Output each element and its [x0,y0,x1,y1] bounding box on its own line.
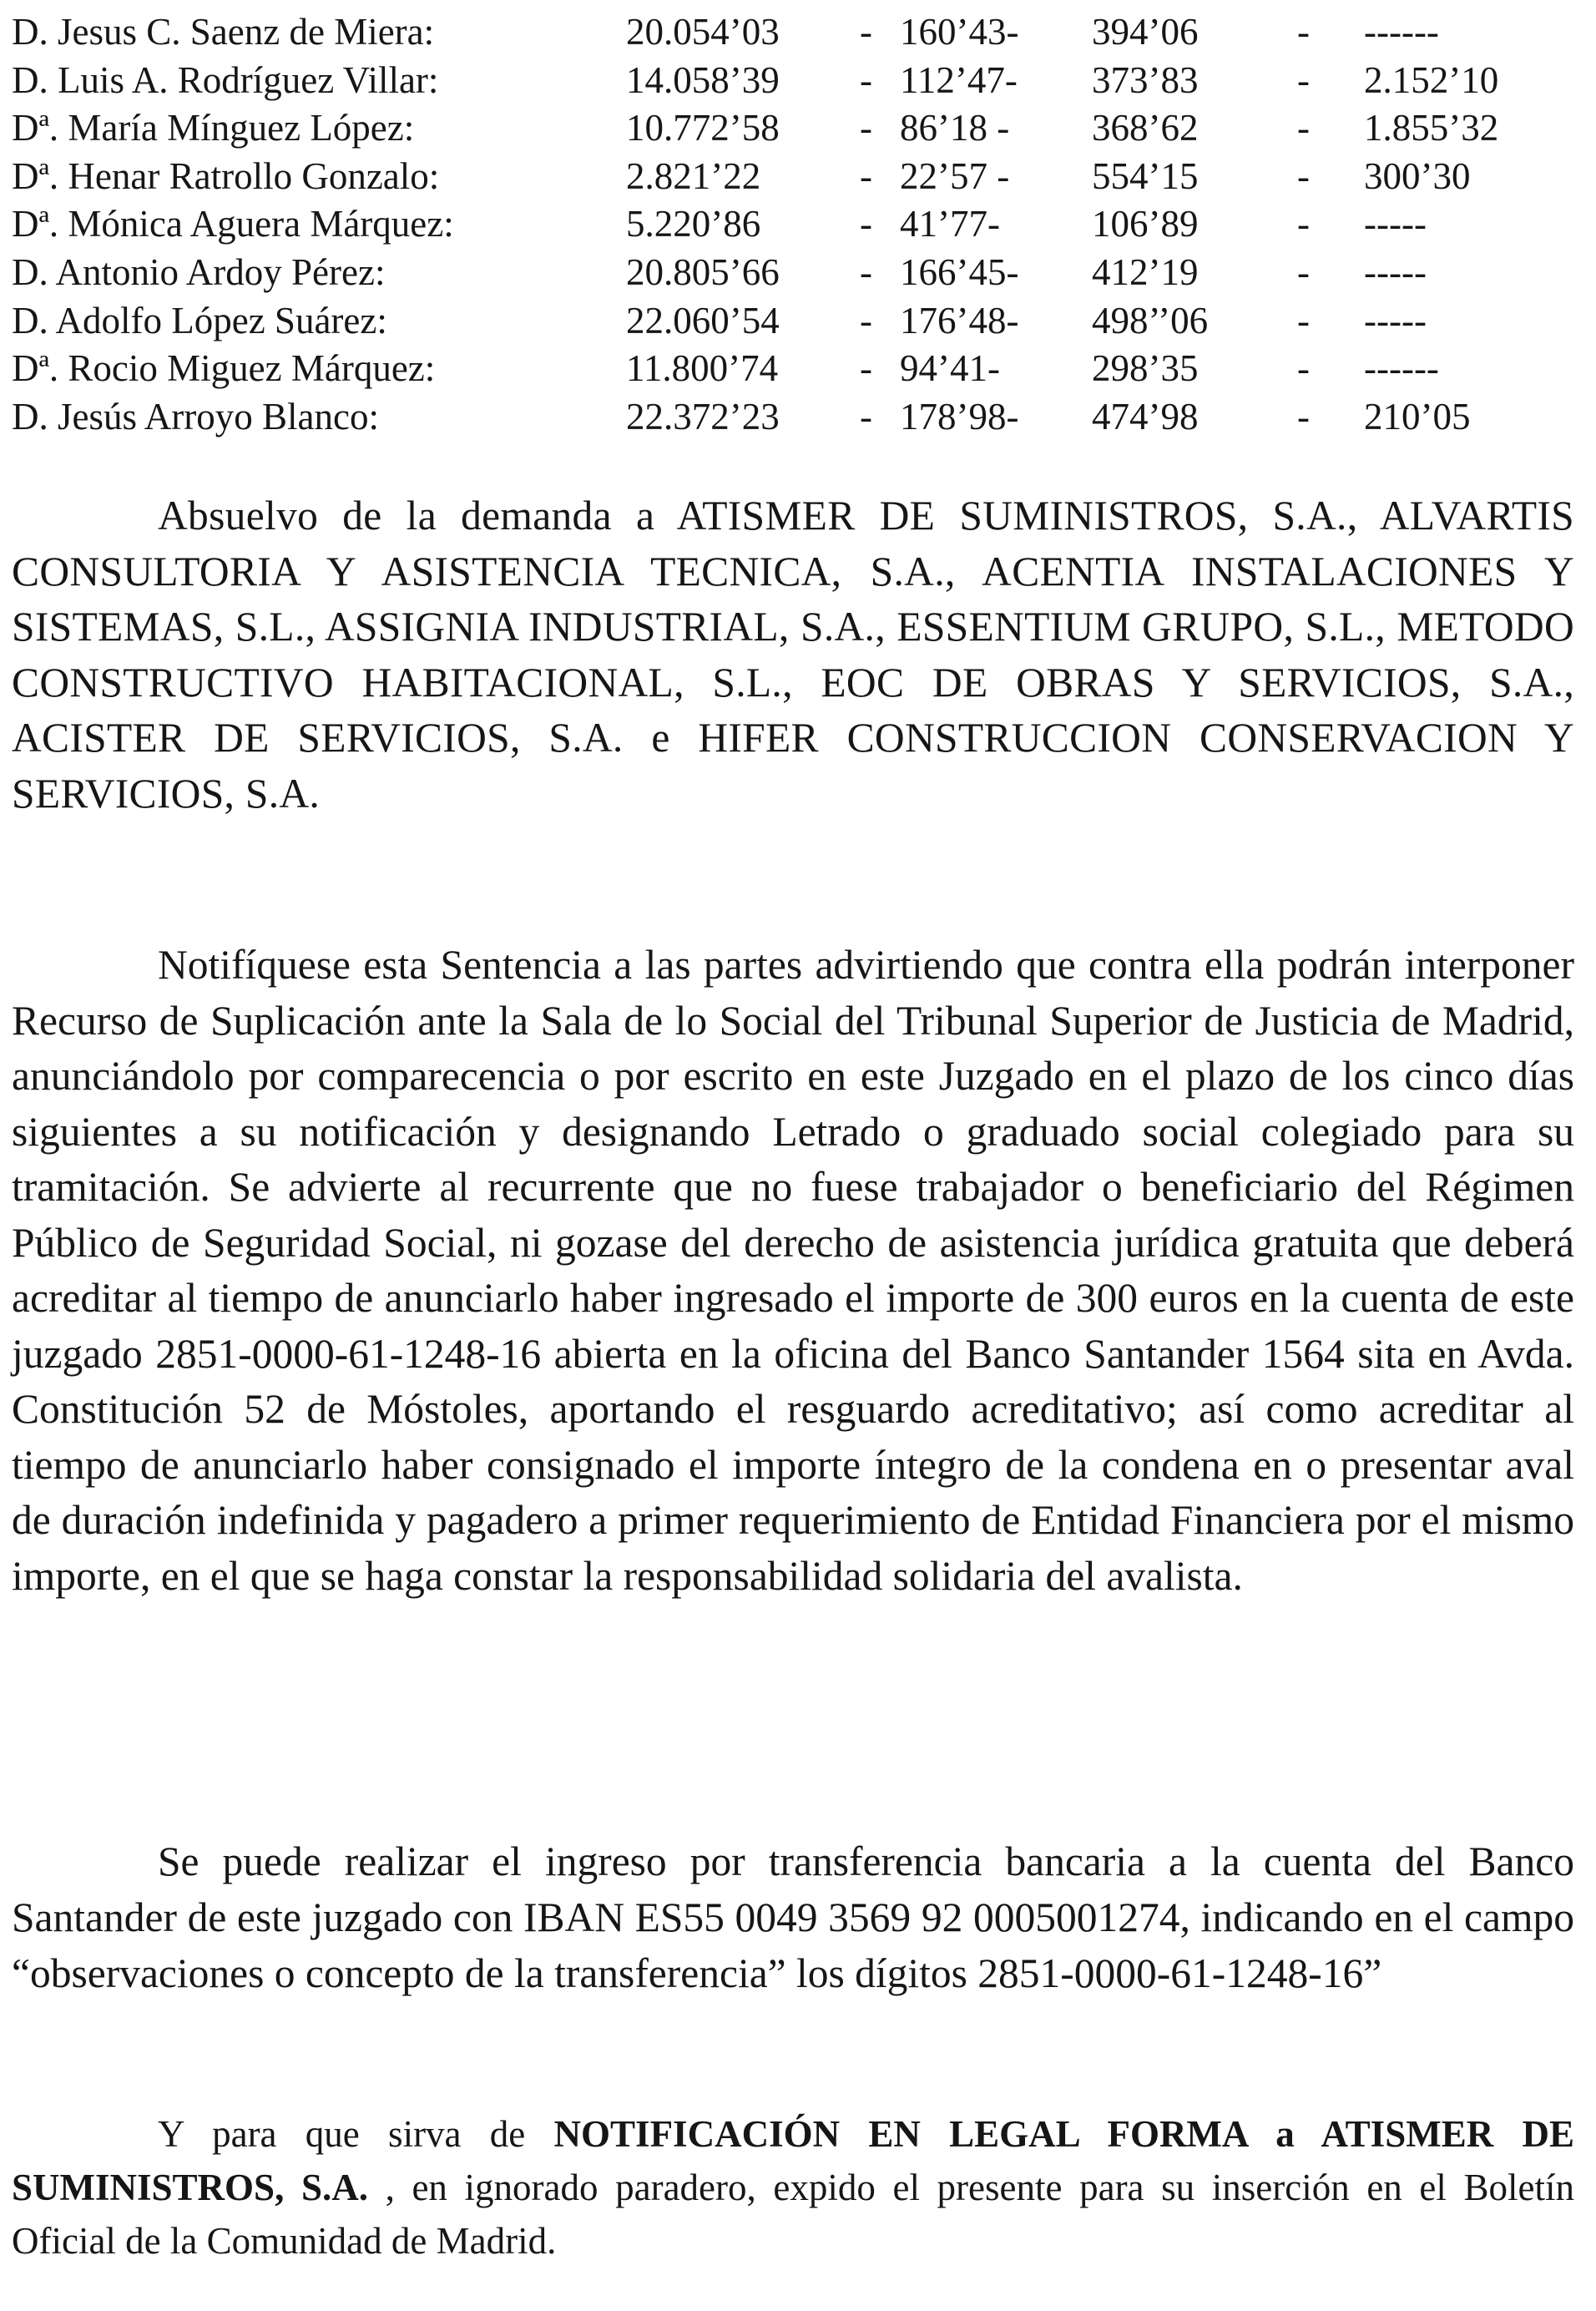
amount-2: 178’98- [900,395,1019,437]
amount-2: 112’47- [900,58,1018,101]
table-row [12,8,1581,57]
amount-4: ----- [1364,299,1427,341]
closing-paragraph [12,2107,1574,2268]
worker-name: D. Jesus C. Saenz de Miera: [12,11,435,53]
separator-dash: - [860,11,872,53]
amount-4: ------ [1364,347,1439,390]
separator-dash: - [1297,11,1310,53]
amount-4: ----- [1364,203,1427,245]
amount-3: 368’62 [1092,107,1199,149]
separator-dash: - [860,299,872,341]
separator-dash: - [1297,395,1310,437]
separator-dash: - [1297,250,1310,293]
worker-name: D. Luis A. Rodríguez Villar: [12,58,439,101]
separator-dash: - [1297,347,1310,390]
separator-dash: - [860,58,872,101]
amount-3: 554’15 [1092,154,1199,197]
table-row [12,200,1581,249]
amount-3: 394’06 [1092,11,1199,53]
amount-2: 176’48- [900,299,1019,341]
separator-dash: - [860,395,872,437]
amount-3: 474’98 [1092,395,1199,437]
amount-3: 498’’06 [1092,299,1209,341]
separator-dash: - [1297,107,1310,149]
amount-2: 166’45- [900,250,1019,293]
amount-1: 11.800’74 [626,347,779,390]
separator-dash: - [860,250,872,293]
table-row [12,249,1581,297]
closing-text-intro: Y para que sirva de [158,2113,554,2155]
table-row [12,393,1581,442]
amount-4: 210’05 [1364,395,1471,437]
separator-dash: - [860,203,872,245]
amount-2: 41’77- [900,203,1000,245]
amount-2: 160’43- [900,11,1019,53]
worker-name: Dª. Rocio Miguez Márquez: [12,347,436,390]
absolution-paragraph: Absuelvo de la demanda a ATISMER DE SUMINISTROS, S.A., ALVARTIS CONSULTORIA Y ASISTENCIA TECNICA, S.A., ACENTIA INSTALACIONES Y SISTEMAS, S.L., ASSIGNIA INDUSTRIAL, S.A., ESSENTIUM GRUPO, S.L., METODO CONSTRUCTIVO HABITACIONAL, S.L., EOC DE OBRAS Y SERVICIOS, S.A., ACISTER DE SERVICIOS, S.A. e HIFER CONSTRUCCION CONSERVACION Y SERVICIOS, S.A. [12,493,1574,817]
separator-dash: - [1297,203,1310,245]
amount-2: 86’18 - [900,107,1010,149]
closing-text-bold: NOTIFICACIÓN EN LEGAL FORMA a ATISMER DE SUMINISTROS, S.A. [12,2113,1574,2208]
table-row [12,153,1581,201]
amount-1: 22.372’23 [626,395,780,437]
separator-dash: - [860,347,872,390]
table-row [12,104,1581,153]
amount-4: ----- [1364,250,1427,293]
amount-1: 2.821’22 [626,154,761,197]
amount-3: 373’83 [1092,58,1199,101]
table-row [12,297,1581,346]
bank-transfer-paragraph: Se puede realizar el ingreso por transferencia bancaria a la cuenta del Banco Santander de este juzgado con IBAN ES55 0049 3569 92 0005001274, indicando en el campo “observaciones o concepto de la transferencia” los dígitos 2851-0000-61-1248-16” [12,1838,1574,1996]
worker-name: D. Antonio Ardoy Pérez: [12,250,386,293]
amount-2: 22’57 - [900,154,1010,197]
amount-2: 94’41- [900,347,1000,390]
amount-1: 20.805’66 [626,250,780,293]
notification-paragraph: Notifíquese esta Sentencia a las partes advirtiendo que contra ella podrán interponer Recurso de Suplicación ante la Sala de lo Social del Tribunal Superior de Justicia de Madrid, anunciándolo por comparecencia o por escrito en este Juzgado en el plazo de los cinco días siguientes a su notificación y designando Letrado o graduado social colegiado para su tramitación. Se advierte al recurrente que no fuese trabajador o beneficiario del Régimen Público de Seguridad Social, ni gozase del derecho de asistencia jurídica gratuita que deberá acreditar al tiempo de anunciarlo haber ingresado el importe de 300 euros en la cuenta de este juzgado 2851-0000-61-1248-16 abierta en la oficina del Banco Santander 1564 sita en Avda. Constitución 52 de Móstoles, aportando el resguardo acreditativo; así como acreditar al tiempo de anunciarlo haber consignado el importe íntegro de la condena en o presentar aval de duración indefinida y pagadero a primer requerimiento de Entidad Financiera por el mismo importe, en el que se haga constar la responsabilidad solidaria del avalista. [12,942,1574,1599]
separator-dash: - [860,154,872,197]
worker-name: Dª. Mónica Aguera Márquez: [12,203,454,245]
amount-1: 22.060’54 [626,299,780,341]
amount-1: 10.772’58 [626,107,780,149]
amount-1: 20.054’03 [626,11,780,53]
table-row [12,57,1581,105]
amount-4: 2.152’10 [1364,58,1499,101]
amount-3: 106’89 [1092,203,1199,245]
worker-name: D. Adolfo López Suárez: [12,299,387,341]
table-row [12,345,1581,393]
closing-text-end: , en ignorado paradero, expido el presente para su inserción en el Boletín Oficial de la Comunidad de Madrid. [12,2167,1574,2262]
separator-dash: - [860,107,872,149]
amount-4: 1.855’32 [1364,107,1499,149]
amount-3: 412’19 [1092,250,1199,293]
amount-1: 14.058’39 [626,58,780,101]
separator-dash: - [1297,299,1310,341]
amount-1: 5.220’86 [626,203,761,245]
amounts-table [12,8,1581,441]
worker-name: D. Jesús Arroyo Blanco: [12,395,379,437]
worker-name: Dª. Henar Ratrollo Gonzalo: [12,154,440,197]
amount-4: ------ [1364,11,1439,53]
amount-4: 300’30 [1364,154,1471,197]
separator-dash: - [1297,154,1310,197]
amount-3: 298’35 [1092,347,1199,390]
worker-name: Dª. María Mínguez López: [12,107,415,149]
separator-dash: - [1297,58,1310,101]
